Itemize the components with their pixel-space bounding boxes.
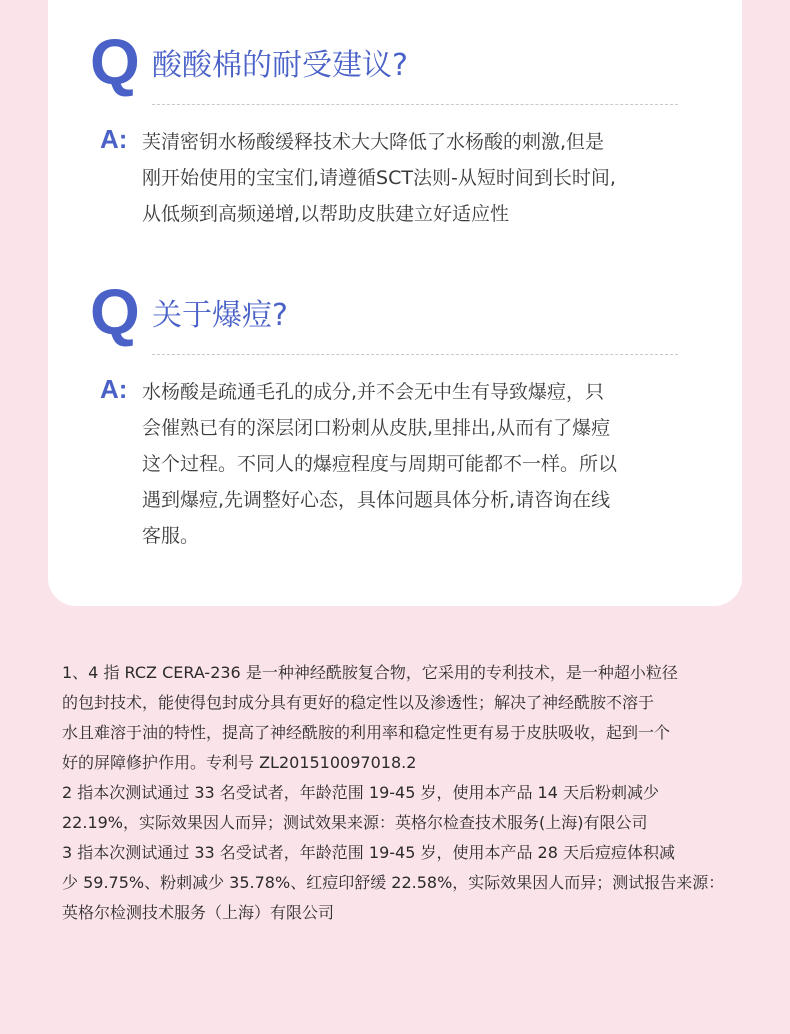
answer-line: 这个过程。不同人的爆痘程度与周期可能都不一样。所以 [142,453,618,475]
footnote-line: 22.19%，实际效果因人而异；测试效果来源：英格尔检查技术服务(上海)有限公司 [62,813,648,832]
footnote-line: 水且难溶于油的特性，提高了神经酰胺的利用率和稳定性更有易于皮肤吸收，起到一个 [62,723,671,742]
a-letter: A: [100,124,128,154]
answer-text [142,374,702,554]
question-title: 关于爆痘? [152,298,288,333]
footnote-line: 1、4 指 RCZ CERA-236 是一种神经酰胺复合物，它采用的专利技术，是一种超小粒径 [62,663,678,682]
footnote-line: 英格尔检测技术服务（上海）有限公司 [62,903,335,922]
answer-line: 从低频到高频递增,以帮助皮肤建立好适应性 [142,203,510,225]
footnote-line: 的包封技术，能使得包封成分具有更好的稳定性以及渗透性；解决了神经酰胺不溶于 [62,693,655,712]
answer-line: 会催熟已有的深层闭口粉刺从皮肤,里排出,从而有了爆痘 [142,417,611,439]
footnote-line: 好的屏障修护作用。专利号 ZL201510097018.2 [62,753,417,772]
a-letter: A: [100,374,128,404]
footnote-line: 少 59.75%、粉刺减少 35.78%、红痘印舒缓 22.58%，实际效果因人而异；测试报告来源： [62,873,725,892]
q-letter: Q [90,276,140,348]
dashed-divider [152,104,678,105]
footnotes [62,658,742,928]
answer-text [142,124,702,232]
q-letter: Q [90,26,140,98]
answer-line: 刚开始使用的宝宝们,请遵循SCT法则-从短时间到长时间, [142,167,616,189]
footnote-line: 2 指本次测试通过 33 名受试者，年龄范围 19-45 岁，使用本产品 14 天后粉刺减少 [62,783,659,802]
question-title: 酸酸棉的耐受建议? [152,48,408,83]
dashed-divider [152,354,678,355]
answer-line: 水杨酸是疏通毛孔的成分,并不会无中生有导致爆痘，只 [142,381,605,403]
answer-line: 客服。 [142,525,200,547]
footnote-line: 3 指本次测试通过 33 名受试者，年龄范围 19-45 岁，使用本产品 28 天后痘痘体积减 [62,843,675,862]
answer-line: 芙清密钥水杨酸缓释技术大大降低了水杨酸的刺激,但是 [142,131,605,153]
answer-line: 遇到爆痘,先调整好心态，具体问题具体分析,请咨询在线 [142,489,611,511]
